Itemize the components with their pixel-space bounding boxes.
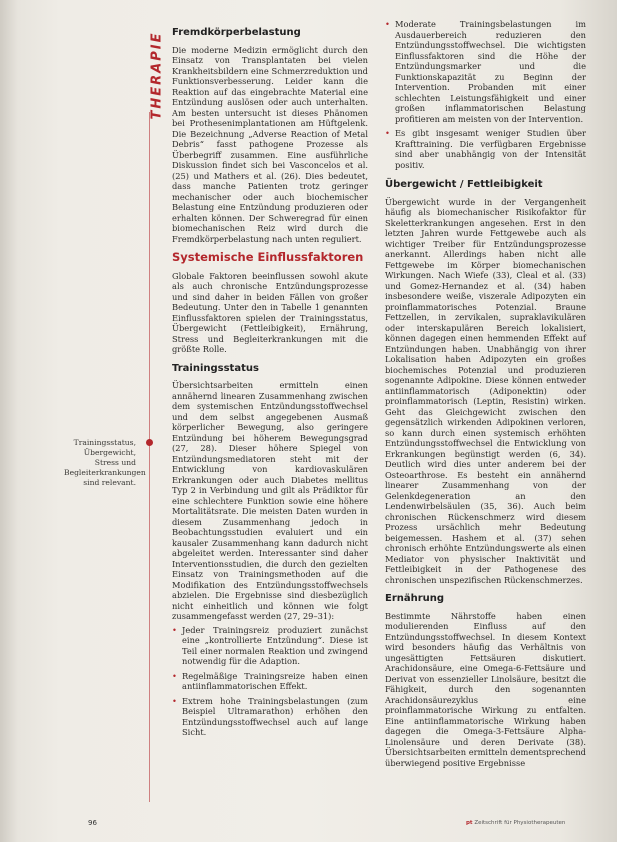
heading-uebergewicht: Übergewicht / Fettleibigkeit [385,179,543,190]
left-column [172,24,368,742]
side-rule [149,112,150,802]
bullet-item: • Moderate Trainingsbelastungen im Ausdauerbereich reduzieren den Entzündungsstoffwechsel. Die wichtigsten Einflussfaktoren sind die Höhe der Entzündungsmarker und die Funktionskapazität zu Beginn der Intervention. Probanden mit einer schlechten Leistungsfähigkeit und einer großen inflammatorischen Belastung profitieren am meisten von der Intervention. [385,19,586,124]
bullet-item: • Extrem hohe Trainingsbelastungen (zum Beispiel Ultramarathon) erhöhen den Entzündungsstoffwechsel auch auf lange Sicht. [172,696,368,738]
bullet-item: • Jeder Trainingsreiz produziert zunächst eine „kontrollierte Entzündung“. Diese ist Teil einer normalen Reaktion und zwingend notwendig für die Adaption. [172,625,368,667]
paragraph-uebergewicht: Übergewicht wurde in der Vergangenheit häufig als biomechanischer Risikofaktor für Skeletterkrankungen angesehen. Erst in den letzten Jahren wurde Fettgewebe auch als wichtiger Treiber für Entzündungsprozesse anerkannt. Allerdings haben nicht alle Fettgewebe im Körper biomechanischen Wirkungen. Nach Wiefe (33), Cleal et al. (33) und Gomez-Hernandez et al. (34) haben insbesondere weiße, viszerale Adipozyten ein proinflammatorisches Potenzial. Braune Fettzellen, in zervikalen, supraklavikulären oder interskapulären Bereich lokalisiert, können dagegen einen hemmenden Effekt auf Entzündungen haben. Unabhängig von ihrer Lokalisation haben Adipozyten ein großes biochemisches Potenzial und produzieren sogenannte Adipokine. Diese können entweder antiinflammatorisch (Adiponektin) oder proinflammatorisch (Leptin, Resistin) wirken. Geht das Gleichgewicht zwischen den gegensätzlich wirkenden Adipokinen verloren, so kann durch einen systemisch erhöhten Entzündungsstoffwechsel die Entwicklung von Erkrankungen begünstigt werden (6, 34). Deutlich wird dies unter anderem bei der Osteoarthrose. Es besteht ein annähernd linearer Zusammenhang von der Gelenkdegeneration an den Lendenwirbelsäulen (35, 36). Auch beim chronischen Rückenschmerz wird diesem Prozess ursächlich mehr Bedeutung beigemessen. Hashem et al. (37) sehen chronisch erhöhte Entzündungswerte als einen Mediator von physischer Inaktivität und Fettleibigkeit in der Pathogenese des chronischen unspezifischen Rückenschmerzes. [385,196,586,585]
margin-note-marker [146,439,153,446]
right-column [385,16,586,768]
paragraph-ernaehrung: Bestimmte Nährstoffe haben einen modulierenden Einfluss auf den Entzündungsstoffwechsel. In diesem Kontext wird besonders häufig das Verhältnis von ungesättigten Fettsäuren diskutiert. Arachidonsäure, eine Omega-6-Fettsäure und Derivat von essenzieller Linolsäure, besitzt die Fähigkeit, durch den sogenannten Arachidonsäurezyklus eine proinflammatorische Wirkung zu entfalten. Eine antiinflammatorische Wirkung haben dagegen die Omega-3-Fettsäure Alpha-Linolensäure und deren Derivate (38). Übersichtsarbeiten ermitteln dementsprechend überwiegend positive Ergebnisse [385,610,586,768]
heading-systemische-faktoren: Systemische Einflussfaktoren [172,250,364,264]
paragraph-systemische-faktoren: Globale Faktoren beeinflussen sowohl akute als auch chronische Entzündungsprozesse und sind daher in beiden Fällen von großer Bedeutung. Unter den in Tabelle 1 genannten Einflussfaktoren spielen der Trainingsstatus, Übergewicht (Fettleibigkeit), Ernährung, Stress und Begleiterkrankungen mit die größte Rolle. [172,270,368,354]
paragraph-fremdkoerper: Die moderne Medizin ermöglicht durch den Einsatz von Transplantaten bei vielen Krankheitsbildern eine Schmerzreduktion und Funktionsverbesserung. Leider kann die Reaktion auf das eingebrachte Material eine Entzündung auslösen oder auch unterhalten. Am besten untersucht ist dieses Phänomen bei Prothesenimplantationen am Hüftgelenk. Die Bezeichnung „Adverse Reaction of Metal Debris“ fasst pathogene Prozesse als Überbegriff zusammen. Eine ausführliche Diskussion findet sich bei Vasconcelos et al. (25) und Mathers et al. (26). Dies bedeutet, dass manche Patienten trotz geringer mechanischer oder auch biochemischer Belastung eine Entzündung produzieren oder erhalten können. Der Schweregrad für einen biomechanischen Reiz wird durch die Fremdkörperbelastung nach unten reguliert. [172,44,368,244]
heading-trainingsstatus: Trainingsstatus [172,362,259,374]
section-tab-label: THERAPIE [149,31,165,120]
heading-fremdkoerper: Fremdkörperbelastung [172,27,301,38]
section-tab [141,22,165,142]
heading-ernaehrung: Ernährung [385,593,445,604]
margin-note: Trainingsstatus, Übergewicht, Stress und Begleiterkrankungen sind relevant. [64,438,146,487]
footer-brand: pt [466,820,473,826]
bullet-item: • Regelmäßige Trainingsreize haben einen antiinflammatorischen Effekt. [172,671,368,692]
footer [466,820,565,826]
bullet-item: • Es gibt insgesamt weniger Studien über Krafttraining. Die verfügbaren Ergebnisse sind aber unabhängig von der Intensität positiv. [385,128,586,170]
footer-journal: Zeitschrift für Physiotherapeuten [474,820,566,826]
page-number: 96 [88,819,97,827]
paragraph-trainingsstatus: Übersichtsarbeiten ermitteln einen annähernd linearen Zusammenhang zwischen dem systemischen Entzündungsstoffwechsel und dem selbst angegebenen Ausmaß körperlicher Bewegung, also geringere Entzündung bei höherem Bewegungsgrad (27, 28). Dieser höhere Spiegel von Entzündungsmediatoren steht mit der Entwicklung von kardiovaskulären Erkrankungen oder auch Diabetes mellitus Typ 2 in Verbindung und gilt als Prädiktor für eine schlechtere Funktion sowie eine höhere Mortalitätsrate. Die meisten Daten wurden in diesem Zusammenhang jedoch in Beobachtungsstudien evaluiert und ein kausaler Zusammenhang kann dadurch nicht abgeleitet werden. Interessanter sind daher Interventionsstudien, die durch den gezielten Einsatz von Trainingsmethoden auf die Modifikation des Entzündungsstoffwechsels abzielen. Die Ergebnisse sind diesbezüglich nicht einheitlich und können wie folgt zusammengefasst werden (27, 29–31): [172,380,368,621]
